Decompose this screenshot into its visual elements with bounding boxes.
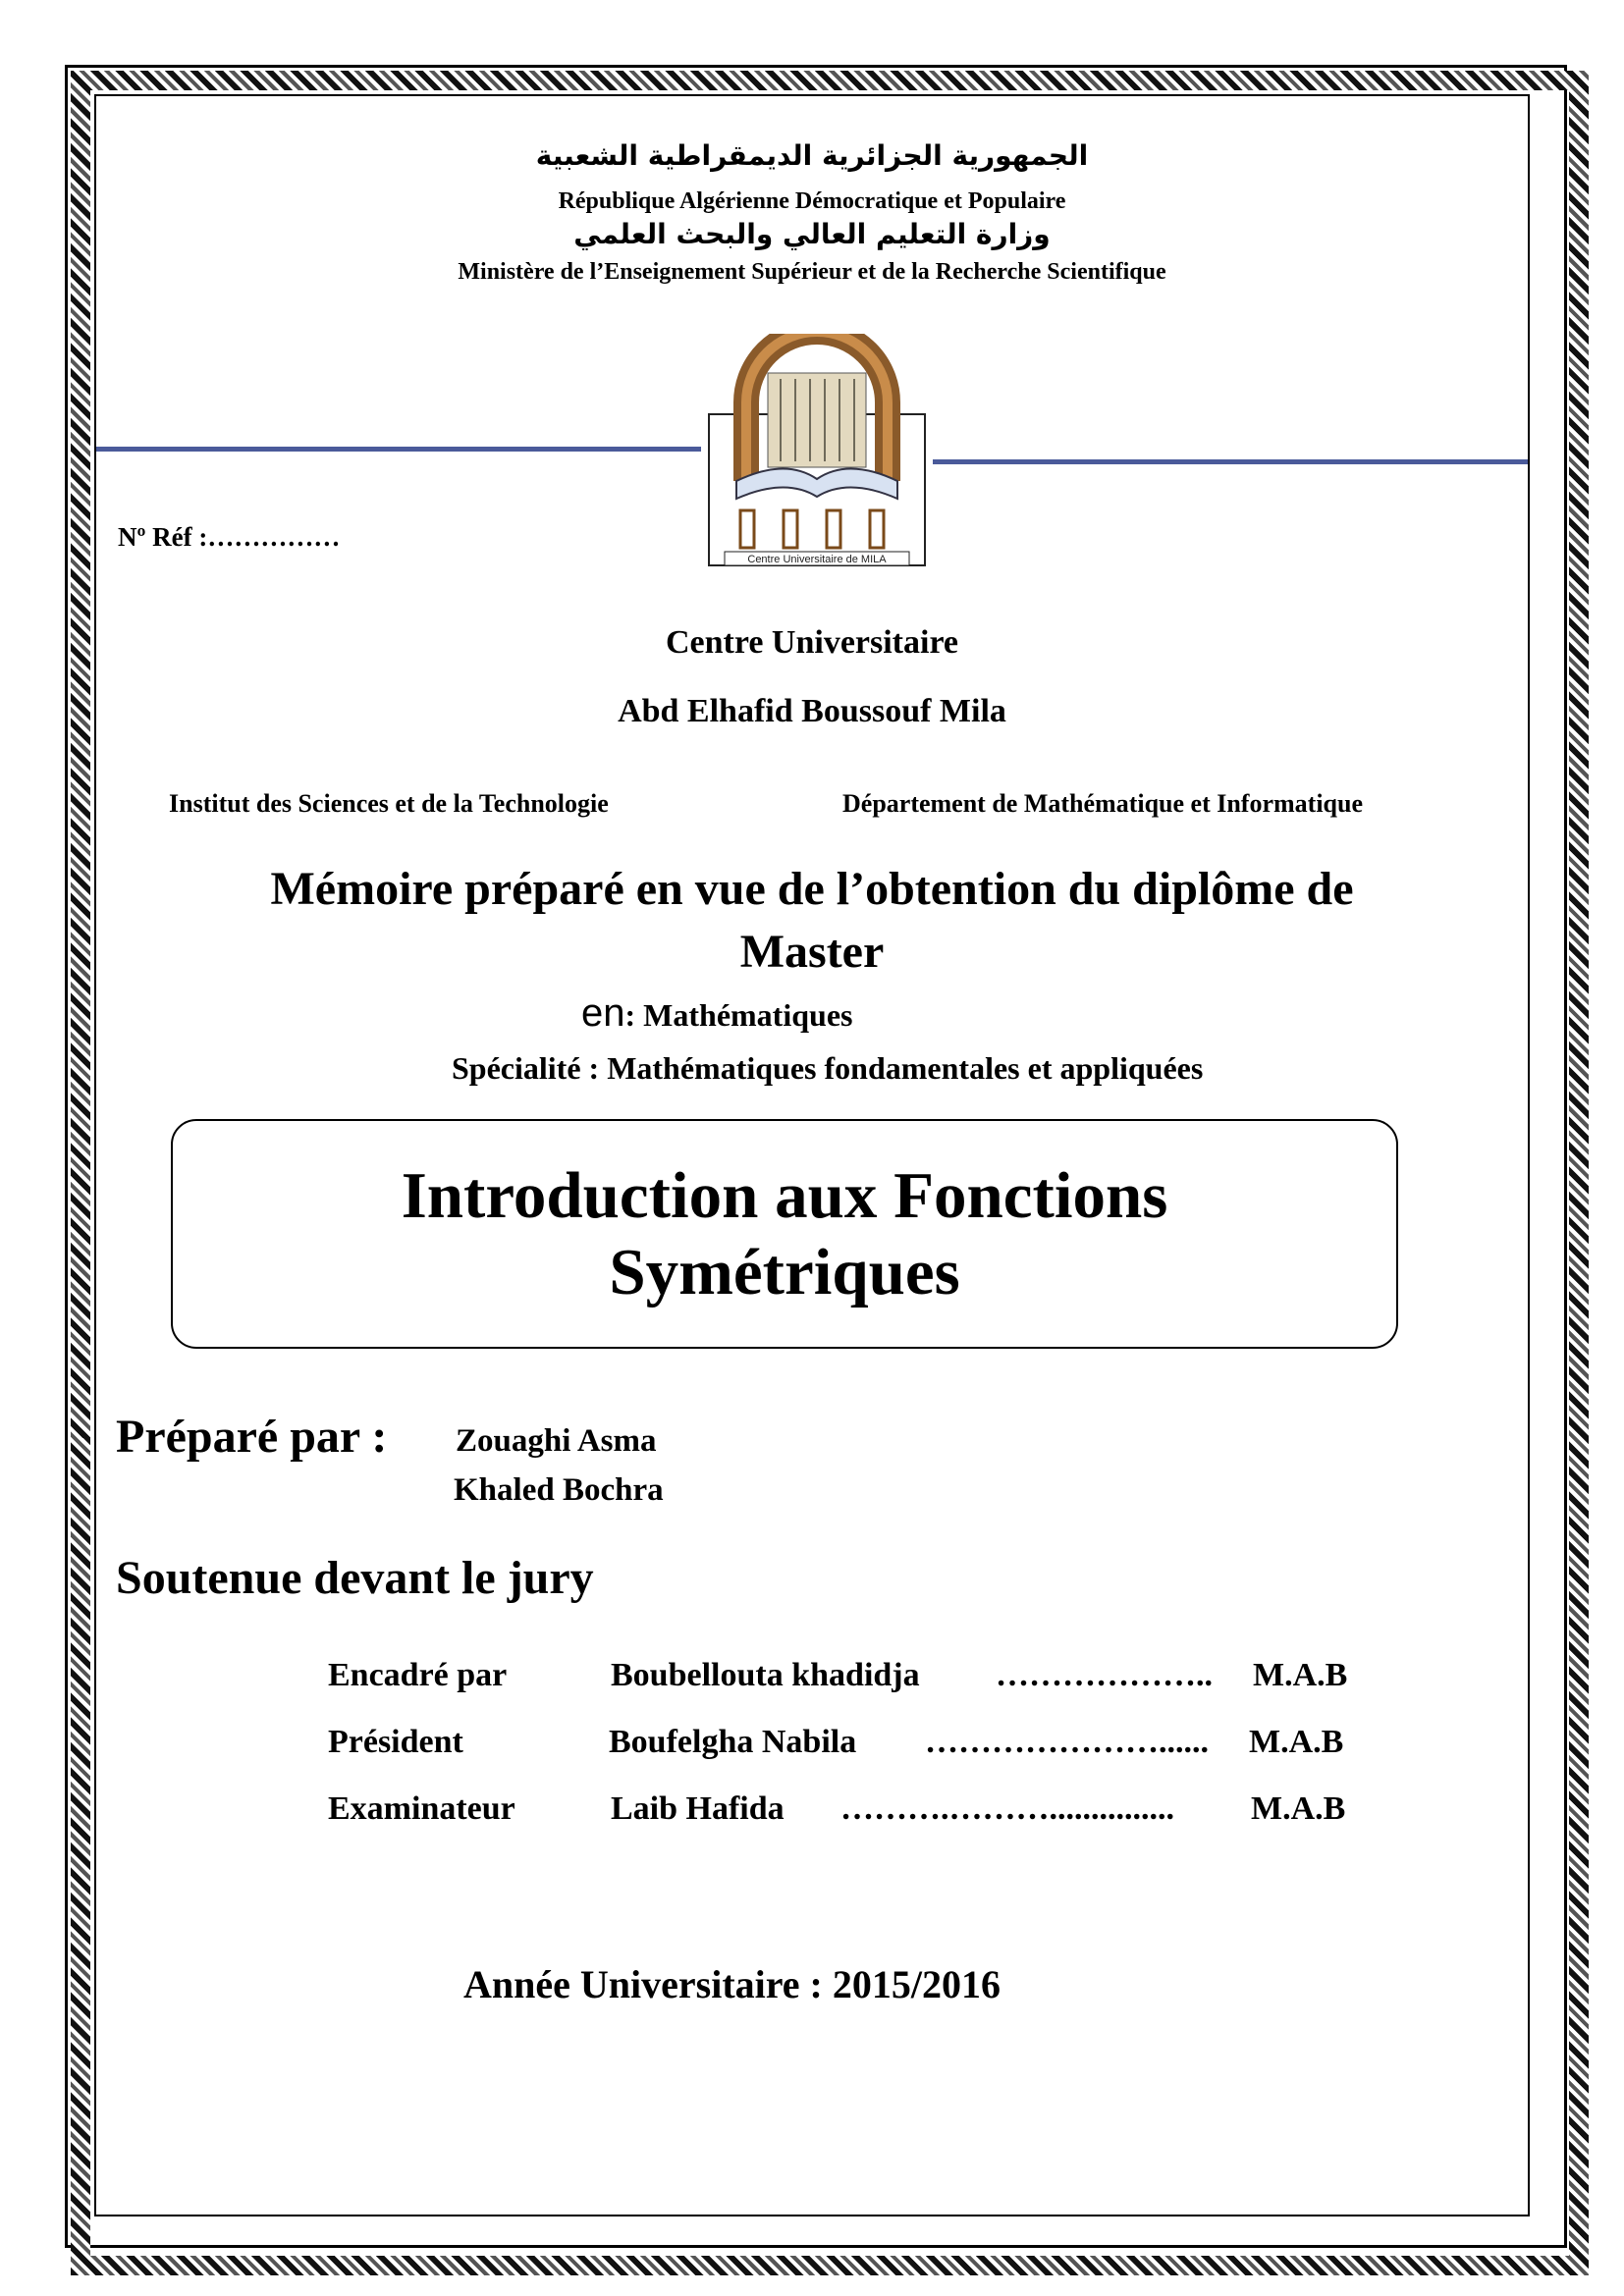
jury-grade: M.A.B xyxy=(1251,1790,1346,1827)
jury-name: Boufelgha Nabila xyxy=(609,1724,857,1760)
reference-number: Nº Réf :…………… xyxy=(118,522,341,552)
header-french-republic: République Algérienne Démocratique et Populaire xyxy=(558,188,1066,214)
thesis-title-line1: Introduction aux Fonctions xyxy=(401,1159,1168,1232)
jury-dots: ……………….. xyxy=(996,1657,1213,1693)
field-name: : Mathématiques xyxy=(624,997,853,1033)
jury-dots: ……….………............... xyxy=(840,1790,1174,1827)
university-logo xyxy=(707,334,927,567)
prepared-by-label: Préparé par : xyxy=(116,1411,388,1463)
jury-role: Président xyxy=(328,1724,463,1760)
jury-heading: Soutenue devant le jury xyxy=(116,1552,594,1604)
header-arabic-ministry: وزارة التعليم العالي والبحث العلمي xyxy=(573,218,1051,250)
jury-name: Laib Hafida xyxy=(611,1790,785,1827)
header-rule-right xyxy=(933,459,1528,464)
thesis-title-box xyxy=(171,1119,1398,1349)
department-name: Département de Mathématique et Informatique xyxy=(842,789,1364,818)
jury-grade: M.A.B xyxy=(1249,1724,1344,1760)
author-2: Khaled Bochra xyxy=(454,1472,664,1508)
header-rule-left xyxy=(96,447,701,452)
header-french-ministry: Ministère de l’Enseignement Supérieur et de la Recherche Scientifique xyxy=(458,259,1166,285)
logo-caption: Centre Universitaire de MILA xyxy=(747,554,887,565)
university-name-line2: Abd Elhafid Boussouf Mila xyxy=(618,693,1006,729)
jury-role: Encadré par xyxy=(328,1657,508,1693)
memoire-line2: Master xyxy=(739,926,885,978)
speciality: Spécialité : Mathématiques fondamentales et appliquées xyxy=(452,1050,1204,1086)
author-1: Zouaghi Asma xyxy=(456,1423,657,1459)
thesis-title-line2: Symétriques xyxy=(609,1236,960,1308)
field-prefix: en xyxy=(581,991,625,1035)
university-name-line1: Centre Universitaire xyxy=(665,624,959,661)
jury-role: Examinateur xyxy=(328,1790,515,1827)
memoire-line1: Mémoire préparé en vue de l’obtention du diplôme de xyxy=(270,863,1354,915)
academic-year: Année Universitaire : 2015/2016 xyxy=(463,1962,1001,2006)
jury-dots: …………………...... xyxy=(925,1724,1209,1760)
institute-name: Institut des Sciences et de la Technologie xyxy=(169,789,609,818)
jury-name: Boubellouta khadidja xyxy=(611,1657,920,1693)
header-arabic-republic: الجمهورية الجزائرية الديمقراطية الشعبية xyxy=(535,139,1089,172)
jury-grade: M.A.B xyxy=(1253,1657,1348,1693)
